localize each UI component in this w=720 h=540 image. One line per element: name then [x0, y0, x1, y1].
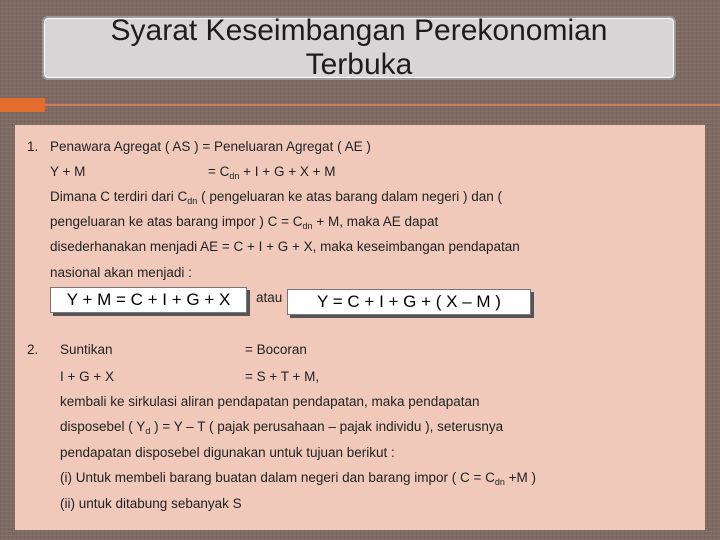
use-item-1: (i) Untuk membeli barang buatan dalam negeri dan barang impor ( $C = C_{dn} +M$ ) [60, 470, 537, 487]
injection-label: Suntikan [60, 342, 113, 357]
divider-line [45, 104, 720, 106]
para2-line1: kembali ke sirkulasi aliran pendapatan pendapatan, maka pendapatan [60, 394, 480, 409]
item2-number: 2. [27, 342, 39, 357]
para1-line1: Dimana C terdiri dari $C_{dn}$ ( pengeluaran ke atas barang dalam negeri ) dan ( [50, 189, 503, 206]
title-box [42, 16, 676, 80]
item1-heading: Penawara Agregat ( AS ) = Peneluaran Agregat ( AE ) [50, 139, 371, 154]
eq1-left: Y + M [50, 164, 86, 179]
slide-title [44, 16, 674, 80]
para1-line3: disederhanakan menjadi AE = C + I + G + X, maka keseimbangan pendapatan [50, 239, 520, 254]
use-item-2: (ii) untuk ditabung sebanyak S [60, 496, 242, 511]
content-panel [15, 125, 705, 530]
accent-bar [0, 98, 45, 112]
eq1-right: = $C_{dn} + I + G + X + M$ [208, 164, 336, 181]
title-line-1: Syarat Keseimbangan Perekonomian [110, 16, 608, 47]
equilibrium-box-1: Y + M = C + I + G + X [50, 287, 247, 313]
leakage-formula: = S + T + M, [245, 369, 320, 384]
para2-line2: disposebel ( $Y_d$ ) = Y – T ( pajak perusahaan – pajak individu ), seterusnya [60, 419, 504, 436]
title-line-2: Terbuka [305, 48, 413, 80]
equilibrium-box-2: Y = C + I + G + ( X – M ) [287, 289, 531, 315]
item1-number: 1. [27, 139, 39, 154]
connector-atau: atau [256, 290, 283, 305]
para1-line4: nasional akan menjadi : [50, 265, 192, 280]
para1-line2: pengeluaran ke atas barang impor ) $C = C_{dn} + M$, maka AE dapat [50, 214, 439, 231]
para2-line3: pendapatan disposebel digunakan untuk tujuan berikut : [60, 445, 395, 460]
injection-formula: I + G + X [60, 369, 115, 384]
leakage-label: = Bocoran [245, 342, 307, 357]
